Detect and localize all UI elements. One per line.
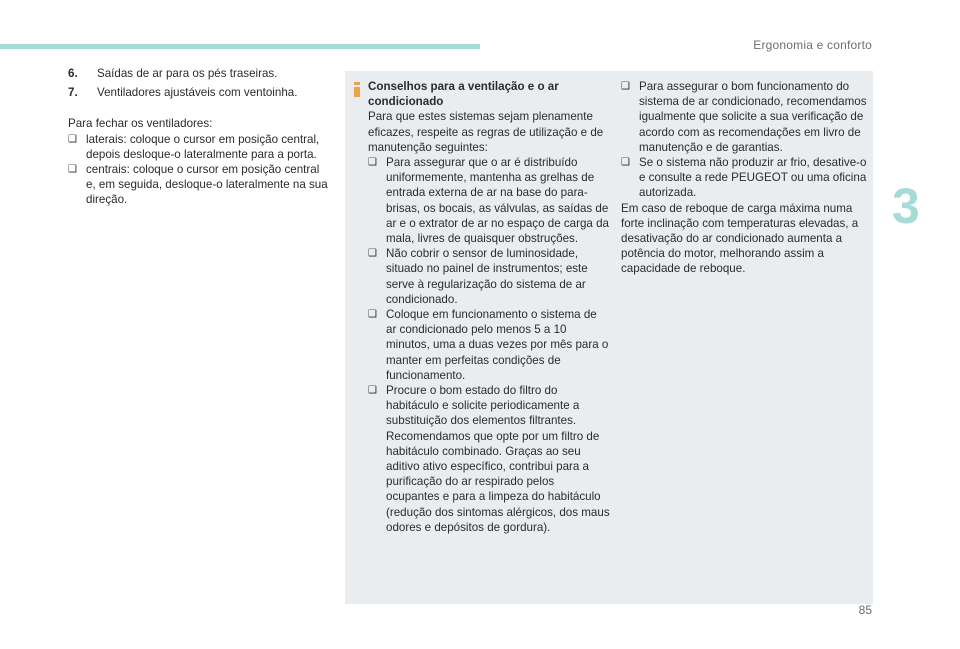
section-title: Ergonomia e conforto [753,38,872,52]
bullet-text: Para assegurar o bom funcionamento do sistema de ar condicionado, recomendamos igualmente que solicite a sua verificação de acordo com as recomendações em livro de manutenção e de garantias. [639,80,867,154]
checkbox-bullet-icon: ❑ [68,133,77,145]
bullet-text: Não cobrir o sensor de luminosidade, situado no painel de instrumentos; este serve à regularização do sistema de ar condicionado. [386,247,588,306]
checkbox-bullet-icon: ❑ [368,157,377,169]
info-box-right-column [621,79,867,277]
bullet-text: Coloque em funcionamento o sistema de ar condicionado pelo menos 5 a 10 minutos, uma a duas vezes por mês para o manter em perfeitas condições de funcionamento. [386,308,609,382]
info-icon [354,82,360,97]
bullet-item [68,132,332,162]
left-column [68,66,332,208]
info-box-intro: Para que estes sistemas sejam plenamente eficazes, respeite as regras de utilização e de manutenção seguintes: [368,110,604,154]
close-vents-intro: Para fechar os ventiladores: [68,117,213,131]
checkbox-bullet-icon: ❑ [368,385,377,397]
header-accent-bar [0,44,480,49]
checkbox-bullet-icon: ❑ [368,248,377,260]
info-box [345,71,873,604]
info-box-title: Conselhos para a ventilação e o ar condicionado [368,80,559,109]
bullet-text: Procure o bom estado do filtro do habitáculo e solicite periodicamente a substituição dos elementos filtrantes. Recomendamos que opte por um filtro de habitáculo combinado. Graças ao seu aditivo ativo específico, contribui para a purificação do ar respirado pelos ocupantes e para a limpeza do habitáculo (redução dos sintomas alérgicos, dos maus odores e depósitos de gordura). [386,384,610,534]
checkbox-bullet-icon: ❑ [68,164,77,176]
bullet-text: Se o sistema não produzir ar frio, desative-o e consulte a rede PEUGEOT ou uma oficina autorizada. [639,156,867,200]
bullet-item [621,79,867,155]
item-text: Ventiladores ajustáveis com ventoinha. [97,86,298,100]
list-item [68,85,332,100]
bullet-text: laterais: coloque o cursor em posição central, depois desloque-o lateralmente para a porta. [86,132,320,161]
item-text: Saídas de ar para os pés traseiras. [97,67,278,80]
checkbox-bullet-icon: ❑ [621,157,630,169]
bullet-item [368,246,610,307]
bullet-text: centrais: coloque o cursor em posição central e, em seguida, desloque-o lateralmente na sua direção. [86,163,328,207]
bullet-item [368,155,610,246]
chapter-number: 3 [892,178,920,234]
item-number: 7. [68,86,78,100]
item-number: 6. [68,67,78,80]
checkbox-bullet-icon: ❑ [368,309,377,321]
list-item [68,66,332,81]
page-number: 85 [858,603,872,617]
bullet-text: Para assegurar que o ar é distribuído uniformemente, mantenha as grelhas de entrada externa de ar na base do para-brisas, os bocais, as válvulas, as saídas de ar e o extrator de ar no espaço de carga da mala, livres de quaisquer obstruções. [386,156,609,246]
bullet-item [368,383,610,535]
bullet-item [368,307,610,383]
info-box-left-column [368,79,610,535]
towing-note: Em caso de reboque de carga máxima numa forte inclinação com temperaturas elevadas, a desativação do ar condicionado aumenta a potência do motor, melhorando assim a capacidade de reboque. [621,201,859,276]
bullet-item [621,155,867,201]
checkbox-bullet-icon: ❑ [621,81,630,92]
bullet-item [68,162,332,208]
